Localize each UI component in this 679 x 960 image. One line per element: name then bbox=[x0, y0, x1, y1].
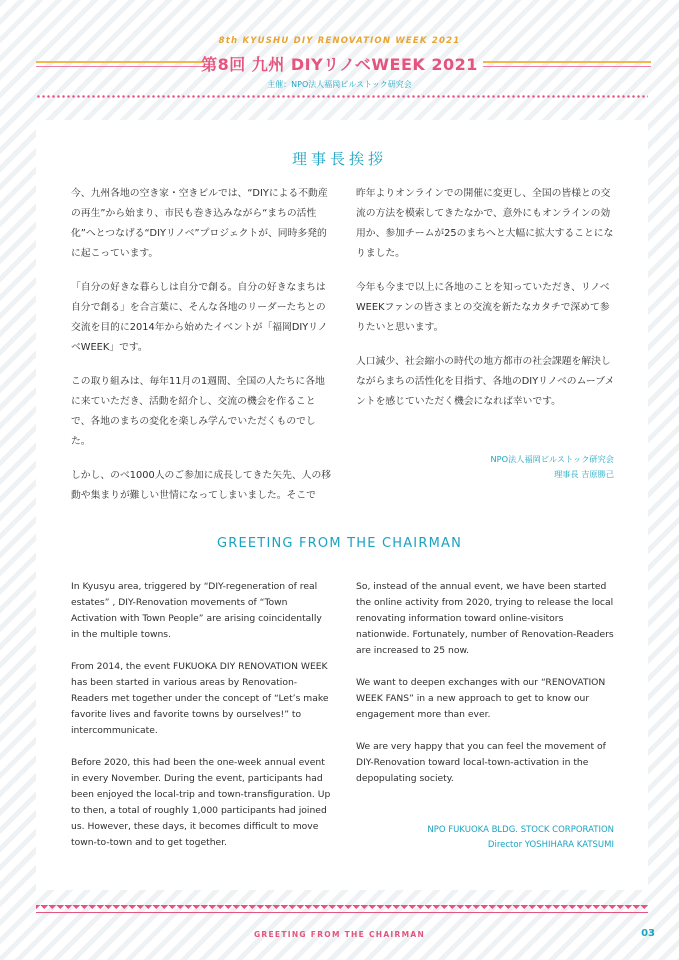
jp-signature-org: NPO法人福岡ビルストック研究会 bbox=[490, 454, 614, 464]
sponsor-line: 主催：NPO法人福岡ビルストック研究会 bbox=[267, 80, 412, 89]
title-rule-right-accent bbox=[483, 66, 651, 67]
en-paragraph: In Kyusyu area, triggered by “DIY-regeneration of real estates” , DIY-Renovation movements of “Town Activation with Town People” are arising coincidentally in the multiple towns. bbox=[71, 581, 322, 640]
en-signature-org: NPO FUKUOKA BLDG. STOCK CORPORATION bbox=[427, 825, 614, 835]
title-row bbox=[0, 50, 679, 76]
page-number: 03 bbox=[641, 928, 655, 939]
jp-paragraph: 今、九州各地の空き家・空きビルでは、“DIYによる不動産の再生”から始まり、市民も巻き込みながら“まちの活性化”へとつなげる“DIYリノベ”プロジェクトが、同時多発的に起こっています。 bbox=[71, 188, 328, 259]
dotted-divider bbox=[36, 95, 648, 98]
en-paragraph: Before 2020, this had been the one-week annual event in every November. During the event, participants had been enjoyed the local-trip and town-transfiguration. Up to then, a total of roughly 1,000 participants had joined us. However, these days, it becomes difficult to move town-to-town and to get together. bbox=[71, 757, 331, 848]
jp-paragraph: 人口減少、社会縮小の時代の地方都市の社会課題を解決しながらまちの活性化を目指す、各地のDIYリノベのムーブメントを感じていただく機会になれば幸いです。 bbox=[356, 356, 615, 407]
en-paragraph: So, instead of the annual event, we have been started the online activity from 2020, trying to release the local renovating information toward online-visitors nationwide. Fortunately, number of Renovation-Readers are increased to 25 now. bbox=[356, 581, 614, 656]
en-signature bbox=[356, 823, 614, 853]
jp-signature bbox=[356, 452, 614, 482]
zigzag-baseline bbox=[36, 912, 648, 913]
jp-paragraph: 今年も今まで以上に各地のことを知っていただき、リノベWEEKファンの皆さまとの交流を新たなカタチで深めて参りたいと思います。 bbox=[356, 282, 610, 333]
en-signature-name: Director YOSHIHARA KATSUMI bbox=[487, 840, 614, 850]
event-english-title: 8th KYUSHU DIY RENOVATION WEEK 2021 bbox=[218, 36, 461, 46]
footer-label: GREETING FROM THE CHAIRMAN bbox=[253, 930, 426, 939]
jp-heading: 理事長挨拶 bbox=[291, 150, 387, 168]
jp-left-column bbox=[71, 184, 333, 520]
page-title: 第8回 九州 DIYリノベWEEK 2021 bbox=[201, 55, 478, 74]
jp-signature-name: 理事長 吉原勝己 bbox=[554, 469, 614, 479]
en-paragraph: From 2014, the event FUKUOKA DIY RENOVATION WEEK has been started in various areas by Renovation-Readers met together under the concept of “Let’s make favorite lives and favorite towns by ourselves!” to intercommunicate. bbox=[71, 661, 329, 736]
title-rule-right bbox=[483, 61, 651, 63]
jp-paragraph: 「自分の好きな暮らしは自分で創る。自分の好きなまちは自分で創る」を合言葉に、そんな各地のリーダーたちとの交流を目的に2014年から始めたイベントが「福岡DIYリノベWEEK」です。 bbox=[71, 282, 328, 353]
en-heading: GREETING FROM THE CHAIRMAN bbox=[216, 536, 463, 551]
en-right-column bbox=[356, 579, 618, 803]
en-paragraph: We are very happy that you can feel the movement of DIY-Renovation toward local-town-activation in the depopulating society. bbox=[356, 741, 606, 784]
jp-paragraph: しかし、のべ1000人のご参加に成長してきた矢先、人の移動や集まりが難しい世情になってしまいました。そこで bbox=[71, 470, 332, 501]
jp-paragraph: 昨年よりオンラインでの開催に変更し、全国の皆様との交流の方法を模索してきたなかで、意外にもオンラインの効用か、参加チームが25のまちへと大幅に拡大することになりました。 bbox=[356, 188, 614, 259]
en-left-column bbox=[71, 579, 333, 867]
jp-right-column bbox=[356, 184, 618, 426]
jp-paragraph: この取り組みは、毎年11月の1週間、全国の人たちに各地に来ていただき、活動を紹介し、交流の機会を作ることで、各地のまちの変化を楽しみ学んでいただくものでした。 bbox=[71, 376, 325, 447]
en-paragraph: We want to deepen exchanges with our “RENOVATION WEEK FANS” in a new approach to get to know our engagement more than ever. bbox=[356, 677, 606, 720]
